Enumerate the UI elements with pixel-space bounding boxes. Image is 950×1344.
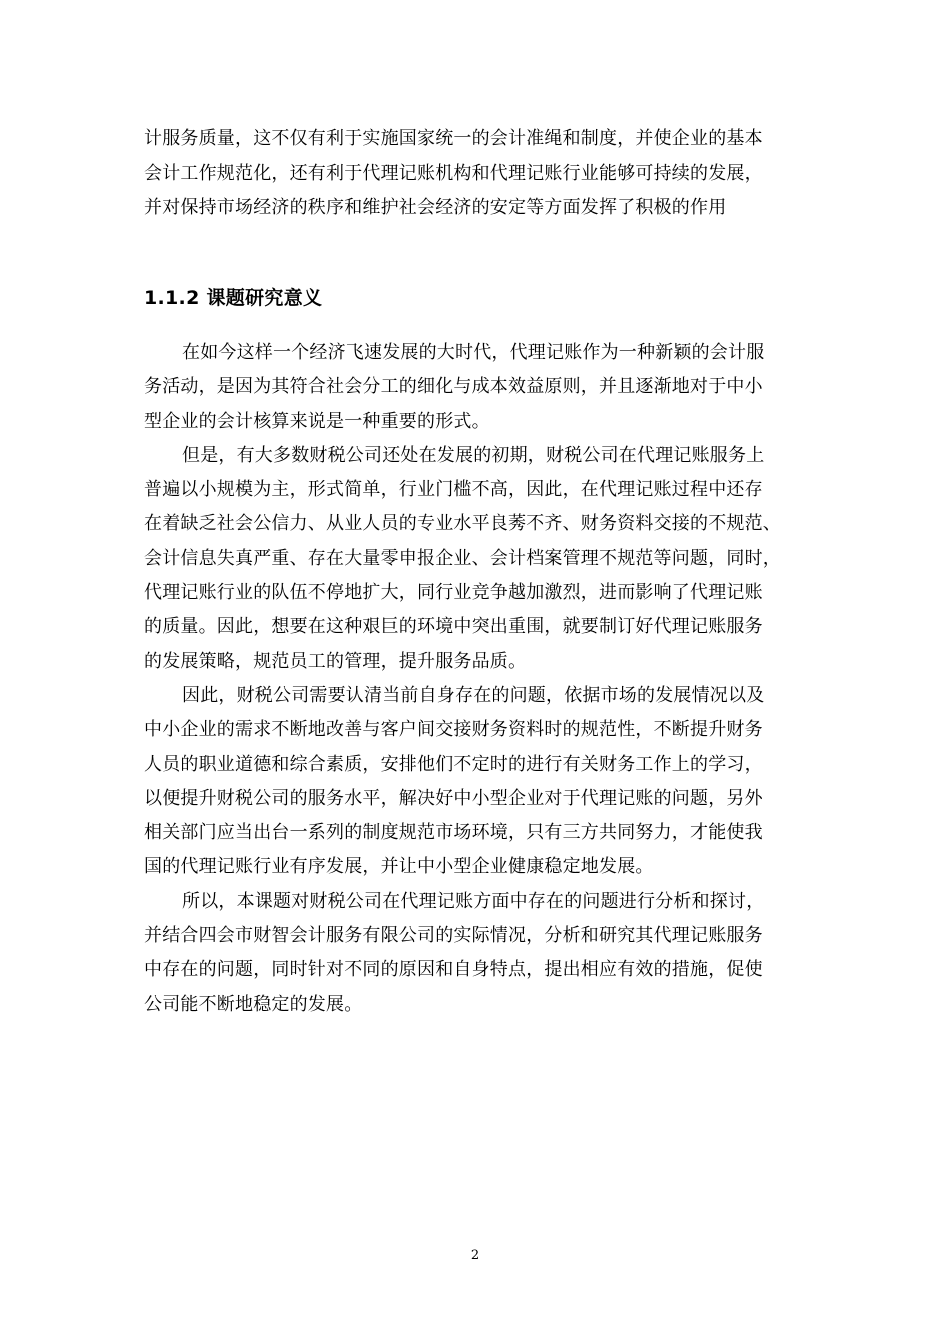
intro-paragraph	[144, 122, 824, 226]
text-line: 的质量。因此，想要在这种艰巨的环境中突出重围，就要制订好代理记账服务	[144, 616, 763, 638]
text-line: 务活动，是因为其符合社会分工的细化与成本效益原则，并且逐渐地对于中小	[144, 376, 763, 398]
paragraph-4	[144, 885, 824, 1022]
paragraph-1	[144, 336, 824, 439]
text-line: 在如今这样一个经济飞速发展的大时代，代理记账作为一种新颖的会计服	[182, 342, 765, 363]
text-line: 所以，本课题对财税公司在代理记账方面中存在的问题进行分析和探讨，	[182, 890, 765, 912]
text-line: 计服务质量，这不仅有利于实施国家统一的会计准绳和制度，并使企业的基本	[144, 128, 763, 149]
text-line: 并结合四会市财智会计服务有限公司的实际情况，分析和研究其代理记账服务	[144, 925, 763, 947]
text-line: 会计工作规范化，还有利于代理记账机构和代理记账行业能够可持续的发展，	[144, 162, 763, 184]
text-line: 以便提升财税公司的服务水平，解决好中小型企业对于代理记账的问题，另外	[144, 787, 763, 809]
text-line: 会计信息失真严重、存在大量零申报企业、会计档案管理不规范等问题，同时，	[144, 547, 781, 569]
text-line: 普遍以小规模为主，形式简单，行业门槛不高，因此，在代理记账过程中还存	[144, 479, 763, 501]
text-line: 的发展策略，规范员工的管理，提升服务品质。	[144, 650, 527, 672]
text-line: 并对保持市场经济的秩序和维护社会经济的安定等方面发挥了积极的作用	[144, 197, 727, 218]
text-line: 型企业的会计核算来说是一种重要的形式。	[144, 410, 490, 432]
text-line: 公司能不断地稳定的发展。	[144, 993, 363, 1015]
text-line: 中小企业的需求不断地改善与客户间交接财务资料时的规范性，不断提升财务	[144, 719, 763, 741]
text-line: 但是，有大多数财税公司还处在发展的初期，财税公司在代理记账服务上	[182, 444, 765, 466]
text-line: 人员的职业道德和综合素质，安排他们不定时的进行有关财务工作上的学习，	[144, 753, 763, 775]
text-line: 代理记账行业的队伍不停地扩大，同行业竞争越加激烈，进而影响了代理记账	[144, 582, 763, 604]
text-line: 在着缺乏社会公信力、从业人员的专业水平良莠不齐、财务资料交接的不规范、	[144, 513, 781, 535]
text-line: 因此，财税公司需要认清当前自身存在的问题，依据市场的发展情况以及	[182, 684, 765, 706]
section-heading: 1.1.2 课题研究意义	[144, 287, 323, 309]
text-line: 中存在的问题，同时针对不同的原因和自身特点，提出相应有效的措施，促使	[144, 959, 763, 981]
section-body	[144, 336, 824, 1022]
paragraph-2	[144, 439, 824, 679]
text-line: 相关部门应当出台一系列的制度规范市场环境，只有三方共同努力，才能使我	[144, 822, 763, 844]
paragraph-3	[144, 679, 824, 885]
text-line: 国的代理记账行业有序发展，并让中小型企业健康稳定地发展。	[144, 856, 654, 878]
page-number: 2	[470, 1248, 480, 1263]
